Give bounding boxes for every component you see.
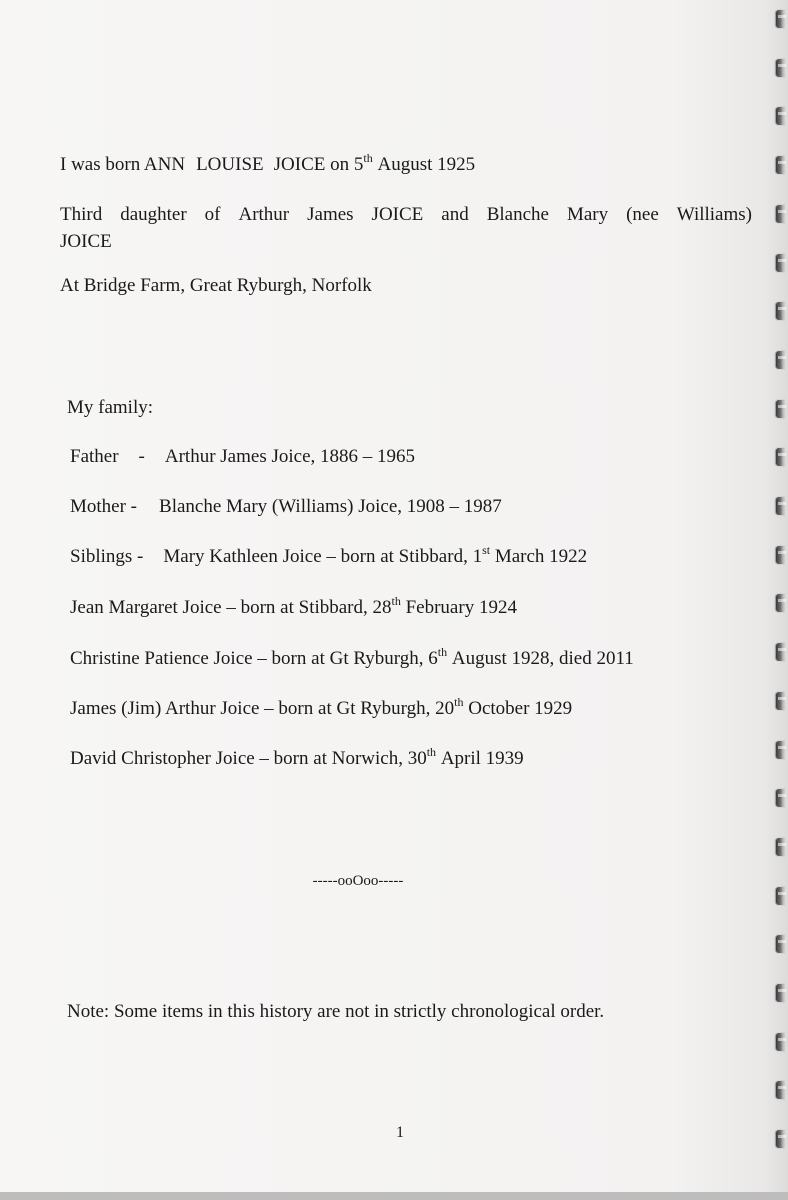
- sibling-entry: [70, 593, 517, 619]
- parentage-word: Williams): [676, 204, 752, 225]
- sibling-name: Mary Kathleen Joice – born at Stibbard, 1: [163, 546, 483, 567]
- parentage-word: Arthur: [238, 204, 290, 225]
- binding-ring: [776, 935, 786, 953]
- mother-value: Blanche Mary (Williams) Joice, 1908 – 1987: [159, 496, 502, 517]
- siblings-label: Siblings -: [70, 546, 144, 567]
- binding-ring: [776, 156, 786, 174]
- binding-ring: [776, 984, 786, 1002]
- sibling-entry: [70, 542, 588, 568]
- page-bottom-edge: [0, 1192, 788, 1200]
- page-number: 1: [396, 1124, 404, 1141]
- birth-date-rest: August 1925: [377, 154, 476, 175]
- parentage-word: (nee: [626, 204, 659, 225]
- chronology-note: Note: Some items in this history are not in strictly chronological order.: [67, 1001, 605, 1022]
- sibling-date-suffix: th: [454, 694, 464, 709]
- parentage-word: of: [204, 204, 221, 225]
- parentage-word: Mary: [566, 204, 609, 225]
- sibling-date-suffix: th: [391, 593, 401, 608]
- binding-ring: [776, 692, 786, 710]
- binding-ring: [776, 546, 786, 564]
- binding-ring: [776, 741, 786, 759]
- father-value: Arthur James Joice, 1886 – 1965: [164, 446, 416, 467]
- binding-ring: [776, 1081, 786, 1099]
- sibling-date-suffix: th: [426, 744, 437, 759]
- binding-ring: [776, 1130, 786, 1148]
- parentage-word: JOICE: [371, 204, 424, 225]
- binding-ring: [776, 497, 786, 515]
- binding-ring: [776, 643, 786, 661]
- family-heading: My family:: [67, 397, 154, 418]
- father-entry: [70, 446, 415, 468]
- binding-ring: [776, 107, 786, 125]
- sibling-entry: [70, 744, 524, 770]
- binding-ring: [776, 838, 786, 856]
- sibling-entry: [70, 694, 573, 720]
- birth-middle-name: LOUISE: [196, 154, 264, 175]
- father-label: Father: [70, 446, 119, 467]
- sibling-name: Christine Patience Joice – born at Gt Ryburgh, 6: [70, 648, 438, 669]
- parentage-word: Blanche: [486, 204, 549, 225]
- father-dash: -: [138, 446, 145, 467]
- parentage-word: daughter: [120, 204, 187, 225]
- binding-ring: [776, 400, 786, 418]
- sibling-date-suffix: st: [482, 542, 491, 557]
- sibling-date-suffix: th: [437, 644, 448, 659]
- spiral-binding: [770, 0, 788, 1200]
- binding-ring: [776, 594, 786, 612]
- sibling-name: Jean Margaret Joice – born at Stibbard, 28: [70, 597, 392, 618]
- sibling-date-rest: March 1922: [494, 546, 588, 567]
- birth-statement: [60, 150, 476, 176]
- binding-ring: [776, 1033, 786, 1051]
- sibling-date-rest: October 1929: [468, 698, 573, 719]
- parentage-word: Third: [60, 204, 103, 225]
- sibling-date-rest: August 1928, died 2011: [451, 648, 634, 669]
- binding-ring: [776, 254, 786, 272]
- birth-day-suffix: th: [363, 150, 373, 165]
- birth-location: At Bridge Farm, Great Ryburgh, Norfolk: [60, 275, 372, 296]
- birth-last-name: JOICE on 5: [273, 154, 364, 175]
- binding-ring: [776, 448, 786, 466]
- sibling-date-rest: February 1924: [405, 597, 517, 618]
- binding-ring: [776, 302, 786, 320]
- binding-ring: [776, 59, 786, 77]
- section-separator: -----ooOoo-----: [312, 873, 404, 889]
- binding-ring: [776, 351, 786, 369]
- binding-ring: [776, 887, 786, 905]
- binding-ring: [776, 789, 786, 807]
- binding-ring: [776, 10, 786, 28]
- binding-ring: [776, 205, 786, 223]
- mother-label: Mother -: [70, 496, 138, 517]
- parentage-line-2: JOICE: [60, 231, 112, 252]
- parentage-paragraph: [60, 201, 752, 255]
- parentage-word: James: [307, 204, 354, 225]
- birth-prefix: I was born ANN: [60, 154, 186, 175]
- sibling-date-rest: April 1939: [440, 748, 524, 769]
- parentage-word: and: [441, 204, 469, 225]
- parentage-line-1: [60, 201, 752, 228]
- sibling-entry: [70, 644, 634, 670]
- sibling-name: David Christopher Joice – born at Norwich, 30: [70, 748, 427, 769]
- sibling-name: James (Jim) Arthur Joice – born at Gt Ryburgh, 20: [70, 698, 455, 719]
- mother-entry: [70, 496, 502, 518]
